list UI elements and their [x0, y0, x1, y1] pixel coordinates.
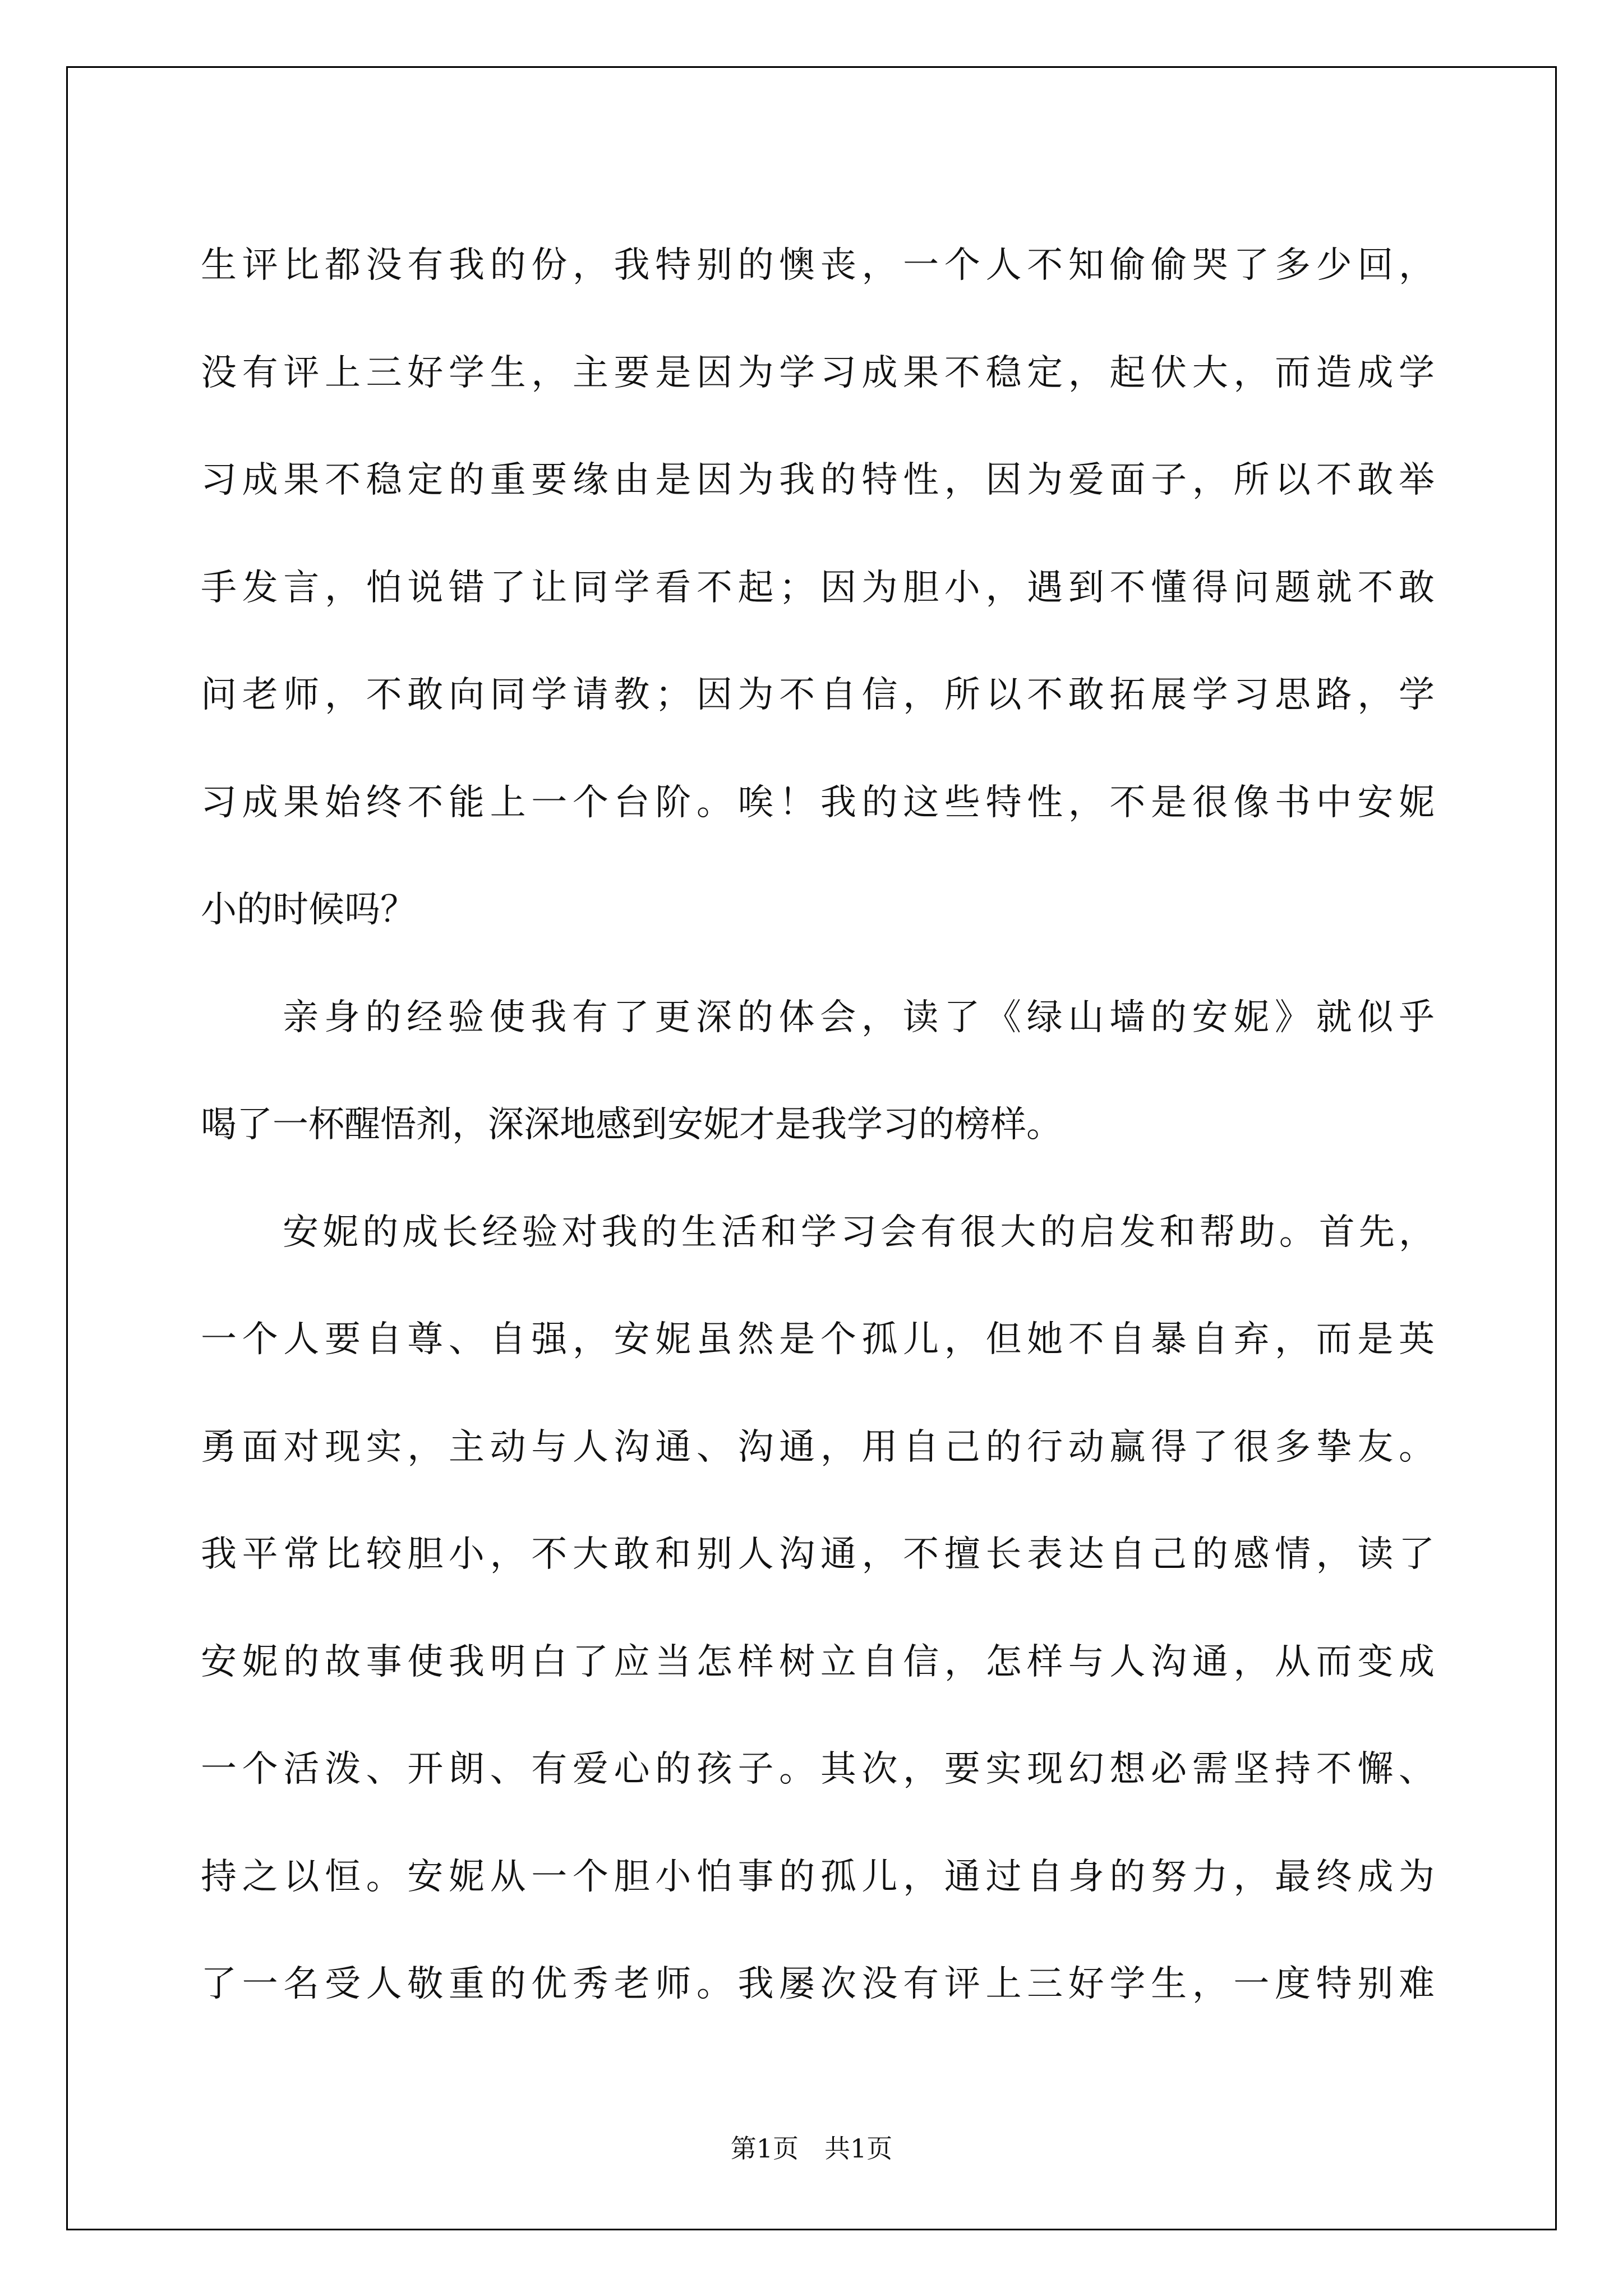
text-line: 安妮的故事使我明白了应当怎样树立自信，怎样与人沟通，从而变成 [201, 1641, 1435, 1683]
page-number: 第1页 共1页 [730, 2133, 893, 2164]
text-line: 习成果始终不能上一个台阶。唉！我的这些特性，不是很像书中安妮 [201, 781, 1435, 823]
text-line: 勇面对现实，主动与人沟通、沟通，用自己的行动赢得了很多挚友。 [201, 1426, 1435, 1468]
text-line: 没有评上三好学生，主要是因为学习成果不稳定，起伏大，而造成学 [201, 352, 1435, 394]
text-line: 习成果不稳定的重要缘由是因为我的特性，因为爱面子，所以不敢举 [201, 459, 1435, 501]
text-line: 亲身的经验使我有了更深的体会，读了《绿山墙的安妮》就似乎 [283, 996, 1435, 1038]
text-line: 问老师，不敢向同学请教；因为不自信，所以不敢拓展学习思路，学 [201, 674, 1435, 716]
text-line: 我平常比较胆小，不大敢和别人沟通，不擅长表达自己的感情，读了 [201, 1534, 1435, 1575]
text-line: 一个人要自尊、自强，安妮虽然是个孤儿，但她不自暴自弃，而是英 [201, 1319, 1435, 1360]
text-line: 生评比都没有我的份，我特别的懊丧，一个人不知偷偷哭了多少回， [201, 245, 1435, 286]
document-body [201, 212, 1435, 2039]
text-line: 小的时候吗？ [201, 889, 416, 931]
text-line: 安妮的成长经验对我的生活和学习会有很大的启发和帮助。首先， [283, 1211, 1435, 1253]
text-line: 喝了一杯醒悟剂，深深地感到安妮才是我学习的榜样。 [201, 1104, 1062, 1145]
text-line: 持之以恒。安妮从一个胆小怕事的孤儿，通过自身的努力，最终成为 [201, 1856, 1435, 1898]
text-line: 了一名受人敬重的优秀老师。我屡次没有评上三好学生，一度特别难 [201, 1963, 1435, 2005]
text-line: 一个活泼、开朗、有爱心的孩子。其次，要实现幻想必需坚持不懈、 [201, 1749, 1435, 1790]
text-line: 手发言，怕说错了让同学看不起；因为胆小，遇到不懂得问题就不敢 [201, 567, 1435, 609]
